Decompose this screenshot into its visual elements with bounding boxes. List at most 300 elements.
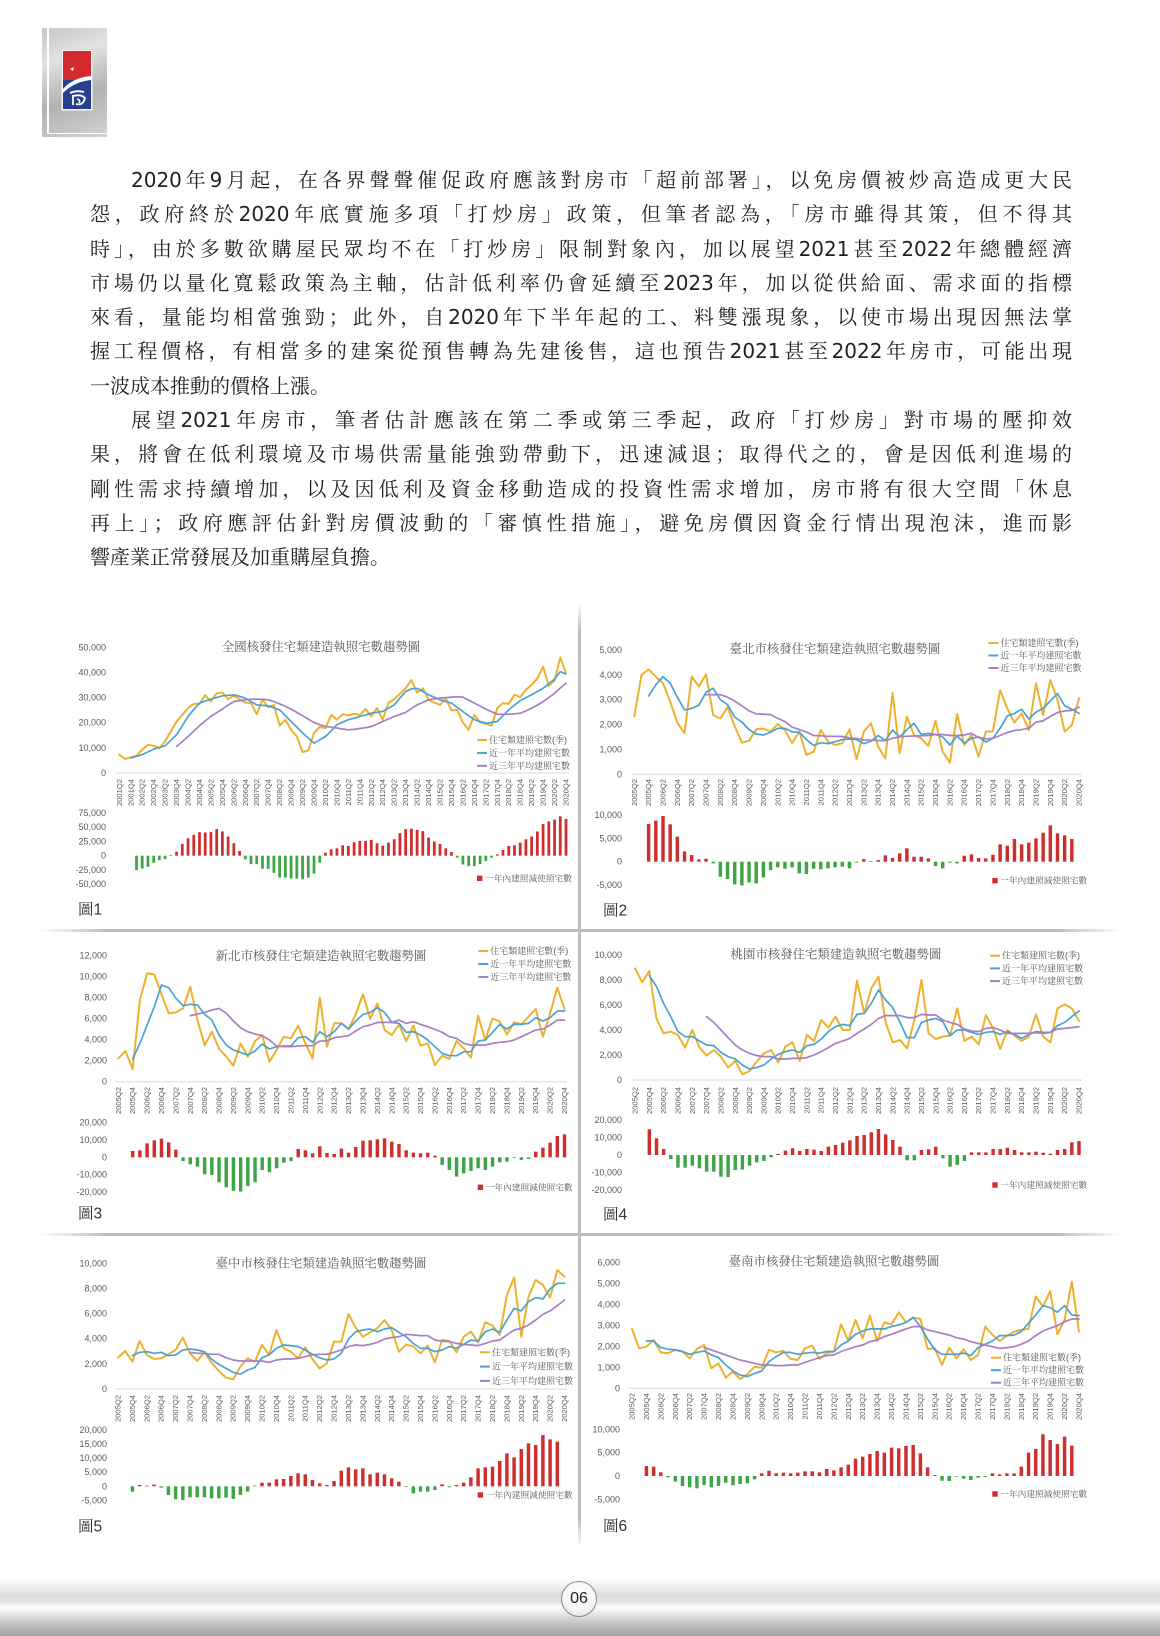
x-tick-label: 2020Q4 bbox=[561, 779, 571, 807]
x-tick-label: 2011Q2 bbox=[286, 1395, 296, 1422]
x-tick-label: 2015Q4 bbox=[416, 1087, 426, 1115]
x-tick-label: 2019Q4 bbox=[531, 1087, 541, 1115]
bar bbox=[383, 1138, 386, 1157]
bar bbox=[862, 859, 865, 862]
bar bbox=[711, 862, 714, 864]
bar bbox=[383, 1474, 386, 1486]
bar bbox=[455, 1157, 458, 1176]
bar-y-tick-label: 10,000 bbox=[79, 1135, 107, 1145]
bar bbox=[273, 856, 276, 873]
bar-y-tick-label: -20,000 bbox=[76, 1186, 107, 1197]
bar-y-tick-label: -5,000 bbox=[81, 1495, 107, 1506]
x-tick-label: 2012Q2 bbox=[315, 1087, 325, 1115]
x-tick-label: 2015Q2 bbox=[401, 1087, 411, 1115]
bar bbox=[534, 1152, 537, 1158]
bar bbox=[404, 1486, 407, 1487]
bar bbox=[777, 1154, 780, 1155]
x-tick-label: 2005Q4 bbox=[644, 1087, 654, 1115]
figure-label: 圖5 bbox=[78, 1518, 103, 1536]
x-tick-label: 2001Q4 bbox=[126, 779, 136, 807]
bar bbox=[1005, 1473, 1008, 1476]
bar bbox=[920, 1150, 923, 1155]
x-tick-label: 2010Q2 bbox=[773, 779, 783, 807]
x-tick-label: 2009Q2 bbox=[228, 1395, 238, 1423]
bar bbox=[790, 862, 793, 868]
x-tick-label: 2009Q2 bbox=[744, 779, 754, 807]
bar bbox=[803, 1471, 806, 1476]
page-number: 06 bbox=[561, 1581, 597, 1617]
bar bbox=[340, 1471, 343, 1487]
bar bbox=[440, 1484, 443, 1486]
bar bbox=[131, 1151, 134, 1157]
x-tick-label: 2006Q4 bbox=[670, 1393, 680, 1421]
x-tick-label: 2015Q4 bbox=[930, 1393, 940, 1421]
x-tick-label: 2016Q2 bbox=[458, 779, 468, 807]
x-tick-label: 2017Q2 bbox=[459, 1087, 469, 1115]
bar-y-tick-label: 20,000 bbox=[79, 1425, 107, 1435]
x-tick-label: 2016Q4 bbox=[959, 1087, 969, 1115]
bar bbox=[397, 1144, 400, 1157]
bar bbox=[1034, 838, 1037, 861]
bar bbox=[484, 856, 487, 861]
x-tick-label: 2018Q4 bbox=[1017, 1087, 1027, 1115]
bar bbox=[848, 1140, 851, 1155]
x-tick-label: 2020Q2 bbox=[1060, 1393, 1070, 1421]
x-tick-label: 2015Q4 bbox=[931, 1087, 941, 1115]
x-tick-label: 2005Q4 bbox=[127, 1395, 137, 1423]
x-tick-label: 2007Q2 bbox=[171, 1395, 181, 1423]
x-tick-label: 2012Q4 bbox=[843, 1393, 853, 1421]
x-tick-label: 2002Q4 bbox=[149, 779, 159, 807]
bar bbox=[444, 848, 447, 855]
y-tick-label: 8,000 bbox=[84, 1283, 107, 1294]
bar bbox=[145, 1143, 148, 1157]
bar bbox=[776, 862, 779, 868]
bar bbox=[336, 848, 339, 855]
legend-label: 近一年平均建照宅數 bbox=[489, 747, 571, 758]
bar bbox=[347, 1153, 350, 1158]
x-tick-label: 2020Q4 bbox=[1074, 1087, 1084, 1115]
x-tick-label: 2008Q2 bbox=[275, 779, 285, 807]
bar bbox=[296, 1149, 299, 1157]
bar bbox=[934, 862, 937, 866]
y-tick-label: 6,000 bbox=[84, 1308, 107, 1319]
y-tick-label: 4,000 bbox=[599, 1025, 622, 1035]
bar bbox=[969, 1476, 972, 1480]
x-tick-label: 2016Q2 bbox=[430, 1395, 440, 1423]
chart-title: 桃園市核發住宅類建造執照宅數趨勢圖 bbox=[730, 947, 942, 962]
x-tick-label: 2008Q2 bbox=[715, 779, 725, 807]
x-tick-label: 2020Q2 bbox=[545, 1395, 555, 1423]
x-tick-label: 2014Q4 bbox=[902, 1087, 912, 1115]
bar bbox=[158, 856, 161, 860]
bar bbox=[553, 820, 556, 856]
bar bbox=[1027, 1152, 1030, 1155]
bar bbox=[210, 1157, 213, 1175]
x-tick-label: 2011Q2 bbox=[286, 1087, 296, 1114]
x-tick-label: 2015Q2 bbox=[401, 1395, 411, 1423]
bar bbox=[498, 1157, 501, 1162]
bar bbox=[905, 848, 908, 861]
x-tick-label: 2012Q4 bbox=[329, 1087, 339, 1115]
bar bbox=[695, 1476, 698, 1488]
chart-6 bbox=[592, 1254, 1087, 1535]
bar bbox=[655, 1138, 658, 1155]
x-tick-label: 2011Q2 bbox=[802, 1087, 812, 1114]
bar bbox=[1013, 839, 1016, 862]
y-tick-label: 4,000 bbox=[84, 1034, 107, 1045]
bar bbox=[167, 1486, 170, 1495]
x-tick-label: 2009Q4 bbox=[757, 1393, 767, 1421]
bar bbox=[261, 856, 264, 869]
y-tick-label: 4,000 bbox=[599, 669, 622, 680]
bar bbox=[439, 844, 442, 856]
bar bbox=[498, 1461, 501, 1486]
x-tick-label: 2006Q2 bbox=[142, 1395, 152, 1423]
text-line: 時」，由於多數欲購屋民眾均不在「打炒房」限制對象內，加以展望2021甚至2022年總體經濟 bbox=[90, 236, 1072, 261]
bar bbox=[410, 829, 413, 856]
bar bbox=[855, 1136, 858, 1155]
y-tick-label: 10,000 bbox=[79, 1258, 107, 1269]
bar bbox=[884, 855, 887, 861]
bar bbox=[512, 1157, 515, 1158]
x-tick-label: 2013Q2 bbox=[389, 779, 399, 807]
x-tick-label: 2012Q4 bbox=[845, 1087, 855, 1115]
bar bbox=[746, 1476, 749, 1483]
x-tick-label: 2006Q2 bbox=[229, 779, 239, 807]
x-tick-label: 2006Q2 bbox=[659, 1087, 669, 1115]
x-tick-label: 2009Q4 bbox=[243, 1087, 253, 1115]
bar bbox=[891, 1140, 894, 1155]
bar bbox=[390, 1142, 393, 1158]
x-tick-label: 2017Q4 bbox=[473, 1087, 483, 1115]
bar bbox=[755, 1155, 758, 1162]
bar bbox=[963, 1155, 966, 1161]
text-line: 一波成本推動的價格上漲。 bbox=[90, 373, 330, 398]
x-tick-label: 2014Q2 bbox=[888, 779, 898, 807]
x-tick-label: 2005Q2 bbox=[113, 1087, 123, 1115]
y-tick-label: 6,000 bbox=[84, 1013, 107, 1024]
bar bbox=[159, 1486, 162, 1487]
x-tick-label: 2010Q2 bbox=[771, 1393, 781, 1421]
x-tick-label: 2018Q4 bbox=[502, 1395, 512, 1423]
x-tick-label: 2009Q2 bbox=[298, 779, 308, 807]
bar bbox=[870, 1132, 873, 1155]
y-tick-label: 2,000 bbox=[84, 1358, 107, 1369]
bar bbox=[141, 856, 144, 869]
x-tick-label: 2010Q4 bbox=[787, 779, 797, 807]
series-line-quarterly bbox=[634, 669, 1079, 762]
chart-2 bbox=[594, 637, 1087, 920]
x-tick-label: 2020Q2 bbox=[550, 779, 560, 807]
bar bbox=[839, 1467, 842, 1476]
x-tick-label: 2005Q2 bbox=[627, 1393, 637, 1421]
y-tick-label: 2,000 bbox=[599, 1050, 622, 1060]
x-tick-label: 2008Q4 bbox=[214, 1087, 224, 1115]
bar-y-tick-label: 20,000 bbox=[79, 1117, 107, 1128]
bar bbox=[683, 851, 686, 861]
bar bbox=[1056, 1444, 1059, 1476]
bar bbox=[456, 856, 459, 858]
bar bbox=[530, 837, 533, 856]
bar bbox=[774, 1473, 777, 1476]
bar-y-tick-label: 0 bbox=[616, 856, 622, 867]
bar bbox=[502, 850, 505, 856]
bar bbox=[147, 856, 150, 867]
x-tick-label: 2007Q4 bbox=[699, 1393, 709, 1421]
bar-y-tick-label: 0 bbox=[100, 850, 106, 861]
legend-label: 住宅類建照宅數(季) bbox=[492, 1347, 570, 1358]
bar bbox=[221, 831, 224, 855]
chart-title: 全國核發住宅類建造執照宅數趨勢圖 bbox=[221, 640, 421, 654]
y-tick-label: 2,000 bbox=[597, 1341, 620, 1352]
bar bbox=[683, 1155, 686, 1168]
bar bbox=[1020, 1152, 1023, 1155]
legend-label: 住宅類建照宅數(季) bbox=[1002, 950, 1080, 961]
x-tick-label: 2012Q2 bbox=[315, 1395, 325, 1423]
x-tick-label: 2007Q4 bbox=[702, 1087, 712, 1115]
bar bbox=[1070, 1142, 1073, 1155]
bar bbox=[941, 1155, 944, 1158]
x-tick-label: 2005Q2 bbox=[113, 1395, 123, 1423]
x-tick-label: 2005Q2 bbox=[630, 1087, 640, 1115]
legend-label: 住宅類建照宅數(季) bbox=[1000, 638, 1079, 648]
x-tick-label: 2011Q4 bbox=[355, 779, 365, 806]
x-tick-label: 2013Q4 bbox=[358, 1087, 368, 1115]
bar bbox=[301, 856, 304, 880]
bar bbox=[361, 1468, 364, 1486]
x-tick-label: 2003Q4 bbox=[172, 779, 182, 807]
bar bbox=[565, 819, 568, 856]
bar bbox=[167, 1142, 170, 1157]
bar bbox=[819, 862, 822, 870]
bar bbox=[668, 824, 671, 861]
bar bbox=[340, 1149, 343, 1158]
bar bbox=[755, 862, 758, 884]
bar bbox=[138, 1485, 141, 1486]
bar bbox=[1063, 835, 1066, 861]
x-tick-label: 2018Q4 bbox=[515, 779, 525, 807]
bar bbox=[484, 1467, 487, 1486]
x-tick-label: 2019Q2 bbox=[527, 779, 537, 807]
bar bbox=[733, 862, 736, 885]
bar bbox=[353, 842, 356, 855]
x-tick-label: 2005Q4 bbox=[128, 1087, 138, 1115]
bar bbox=[507, 846, 510, 856]
x-tick-label: 2014Q2 bbox=[372, 1087, 382, 1115]
bar bbox=[325, 1153, 328, 1157]
x-tick-label: 2013Q2 bbox=[858, 1393, 868, 1421]
bar bbox=[290, 856, 293, 879]
figure-label: 圖4 bbox=[603, 1206, 628, 1224]
x-tick-label: 2016Q2 bbox=[944, 1393, 954, 1421]
y-tick-label: 6,000 bbox=[597, 1257, 620, 1268]
bar bbox=[862, 1135, 865, 1155]
bar bbox=[376, 1473, 379, 1487]
bar bbox=[520, 1157, 523, 1160]
y-tick-label: 0 bbox=[616, 769, 622, 780]
x-tick-label: 2008Q4 bbox=[214, 1395, 224, 1423]
y-tick-label: 0 bbox=[616, 1075, 622, 1085]
bar bbox=[1056, 1150, 1059, 1155]
bar bbox=[275, 1157, 278, 1168]
bar bbox=[897, 1448, 900, 1476]
y-tick-label: 30,000 bbox=[78, 692, 106, 703]
chart-1 bbox=[75, 639, 572, 919]
bar bbox=[962, 1476, 965, 1479]
bar bbox=[697, 859, 700, 861]
bar bbox=[416, 830, 419, 856]
x-tick-label: 2010Q2 bbox=[257, 1395, 267, 1423]
legend-label: 住宅類建照宅數(季) bbox=[1003, 1352, 1081, 1363]
bar-y-tick-label: 25,000 bbox=[78, 836, 106, 847]
bar bbox=[1013, 1150, 1016, 1155]
x-tick-label: 2009Q2 bbox=[745, 1087, 755, 1115]
bar bbox=[479, 856, 482, 864]
bar bbox=[542, 824, 545, 856]
x-tick-label: 2006Q4 bbox=[240, 779, 250, 807]
x-tick-label: 2005Q4 bbox=[644, 779, 654, 807]
x-tick-label: 2012Q2 bbox=[831, 1087, 841, 1115]
x-tick-label: 2008Q2 bbox=[716, 1087, 726, 1115]
bar bbox=[805, 1149, 808, 1155]
chart-title: 臺南市核發住宅類建造執照宅數趨勢圖 bbox=[728, 1254, 940, 1269]
bar bbox=[368, 1474, 371, 1486]
bar bbox=[998, 844, 1001, 861]
bar bbox=[174, 1150, 177, 1158]
bar bbox=[244, 856, 247, 860]
bar bbox=[984, 1476, 987, 1477]
x-tick-label: 2007Q2 bbox=[687, 779, 697, 807]
bar bbox=[955, 1476, 958, 1477]
x-tick-label: 2012Q4 bbox=[378, 779, 388, 807]
x-tick-label: 2018Q4 bbox=[502, 1087, 512, 1115]
bar bbox=[753, 1476, 756, 1479]
bar bbox=[304, 1474, 307, 1486]
x-tick-label: 2006Q4 bbox=[156, 1087, 166, 1115]
x-tick-label: 2017Q2 bbox=[973, 1393, 983, 1421]
bar bbox=[217, 1157, 220, 1182]
x-tick-label: 2009Q2 bbox=[742, 1393, 752, 1421]
y-tick-label: 2,000 bbox=[84, 1055, 107, 1066]
bar bbox=[563, 1134, 566, 1157]
bar bbox=[911, 1445, 914, 1476]
bar-legend-swatch bbox=[992, 1182, 997, 1187]
bar bbox=[541, 1435, 544, 1486]
bar bbox=[556, 1442, 559, 1487]
bar bbox=[861, 1457, 864, 1476]
bar bbox=[1020, 844, 1023, 861]
bar bbox=[948, 862, 951, 863]
x-tick-label: 2020Q2 bbox=[1060, 779, 1070, 807]
bar bbox=[760, 1473, 763, 1476]
y-tick-label: 0 bbox=[101, 1076, 107, 1087]
bar bbox=[505, 1453, 508, 1486]
text-line: 握工程價格，有相當多的建案從預售轉為先建後售，這也預告2021甚至2022年房市，可能出現 bbox=[90, 339, 1072, 364]
x-tick-label: 2008Q4 bbox=[730, 779, 740, 807]
bar bbox=[387, 843, 390, 856]
bar bbox=[381, 846, 384, 856]
legend-label: 近三年平均建照宅數 bbox=[1002, 976, 1084, 987]
bar bbox=[364, 841, 367, 856]
bar bbox=[1070, 839, 1073, 862]
bar bbox=[548, 1143, 551, 1158]
bar-y-tick-label: 0 bbox=[616, 1150, 622, 1160]
bar-y-tick-label: -10,000 bbox=[591, 1167, 622, 1178]
bar bbox=[905, 1155, 908, 1160]
x-tick-label: 2018Q2 bbox=[1002, 1087, 1012, 1115]
bar bbox=[796, 1473, 799, 1476]
x-tick-label: 2018Q2 bbox=[488, 1087, 498, 1115]
bar bbox=[1006, 1148, 1009, 1155]
bar-legend-label: 一年內建照減使照宅數 bbox=[485, 1182, 573, 1193]
x-tick-label: 2006Q4 bbox=[156, 1395, 166, 1423]
bar bbox=[898, 853, 901, 861]
x-tick-label: 2006Q2 bbox=[658, 779, 668, 807]
bar bbox=[913, 1155, 916, 1160]
x-tick-label: 2019Q4 bbox=[1045, 1087, 1055, 1115]
bar bbox=[547, 821, 550, 855]
bar bbox=[330, 849, 333, 855]
bar bbox=[450, 852, 453, 856]
bar bbox=[131, 1486, 134, 1491]
legend-label: 近三年平均建照宅數 bbox=[490, 972, 572, 982]
bar-y-tick-label: 15,000 bbox=[79, 1439, 107, 1450]
x-tick-label: 2009Q4 bbox=[759, 1087, 769, 1115]
bar-y-tick-label: 0 bbox=[101, 1152, 107, 1163]
bar bbox=[812, 862, 815, 869]
series-line-quarterly bbox=[118, 973, 564, 1069]
bar bbox=[152, 856, 155, 863]
x-tick-label: 2005Q2 bbox=[629, 779, 639, 807]
bar bbox=[215, 829, 218, 856]
bar bbox=[789, 1473, 792, 1476]
x-tick-label: 2010Q4 bbox=[272, 1087, 282, 1115]
bar bbox=[246, 1157, 249, 1186]
y-tick-label: 50,000 bbox=[78, 642, 106, 653]
bar bbox=[491, 1157, 494, 1166]
bar bbox=[666, 1476, 669, 1477]
bar bbox=[1034, 1152, 1037, 1155]
x-tick-label: 2016Q2 bbox=[945, 779, 955, 807]
bar bbox=[1077, 1141, 1080, 1155]
bar bbox=[341, 845, 344, 855]
bar bbox=[476, 1157, 479, 1168]
bar bbox=[1020, 1467, 1023, 1476]
x-tick-label: 2019Q2 bbox=[1031, 1393, 1041, 1421]
x-tick-label: 2016Q4 bbox=[444, 1395, 454, 1423]
legend-label: 近一年平均建照宅數 bbox=[1002, 963, 1084, 974]
x-tick-label: 2013Q4 bbox=[873, 1087, 883, 1115]
bar-legend-swatch bbox=[478, 1185, 483, 1190]
x-tick-label: 2013Q2 bbox=[343, 1395, 353, 1423]
x-tick-label: 2011Q4 bbox=[300, 1087, 310, 1114]
bar bbox=[467, 856, 470, 866]
bar bbox=[719, 862, 722, 877]
bar bbox=[239, 1157, 242, 1191]
bar bbox=[210, 832, 213, 856]
bar bbox=[490, 856, 493, 858]
bar bbox=[977, 858, 980, 862]
bar-legend-label: 一年內建照減使照宅數 bbox=[485, 1490, 573, 1500]
bar-y-tick-label: -50,000 bbox=[75, 879, 106, 890]
bar bbox=[919, 1453, 922, 1476]
bar-y-tick-label: -10,000 bbox=[76, 1169, 107, 1180]
bar bbox=[767, 1471, 770, 1476]
bar-y-tick-label: 50,000 bbox=[78, 822, 106, 833]
bar-legend-label: 一年內建照減使照宅數 bbox=[1000, 1489, 1088, 1499]
x-tick-label: 2015Q4 bbox=[415, 1395, 425, 1423]
